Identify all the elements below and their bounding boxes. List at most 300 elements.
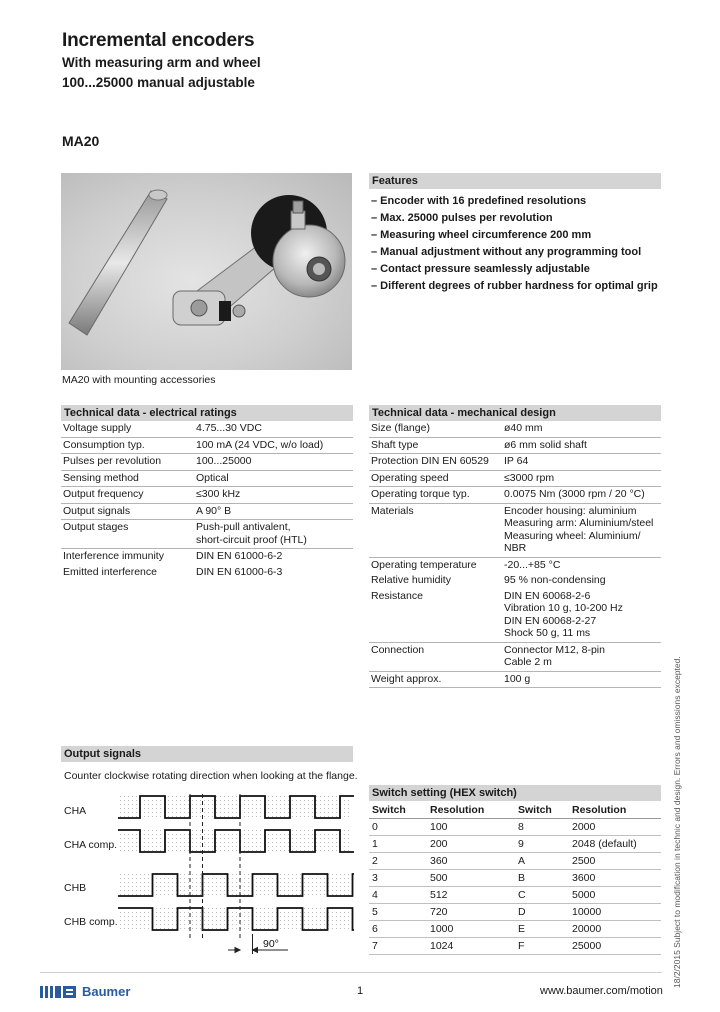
grid-dot: [156, 894, 157, 895]
grid-dot: [160, 812, 161, 813]
grid-dot: [120, 924, 121, 925]
grid-dot: [304, 924, 305, 925]
grid-dot: [228, 846, 229, 847]
grid-dot: [248, 834, 249, 835]
row-value: 0.0075 Nm (3000 rpm / 20 °C): [502, 487, 661, 504]
switch-cell: 2: [369, 853, 427, 870]
grid-dot: [160, 916, 161, 917]
grid-dot: [236, 916, 237, 917]
grid-dot: [348, 878, 349, 879]
grid-dot: [304, 908, 305, 909]
grid-dot: [248, 808, 249, 809]
resolution-cell: 5000: [569, 887, 661, 904]
row-label: Voltage supply: [61, 421, 194, 437]
grid-dot: [284, 846, 285, 847]
grid-dot: [176, 804, 177, 805]
grid-dot: [280, 920, 281, 921]
grid-dot: [160, 808, 161, 809]
col-header-switch: Switch: [515, 801, 569, 819]
grid-dot: [336, 804, 337, 805]
grid-dot: [180, 800, 181, 801]
grid-dot: [268, 800, 269, 801]
channel-label-chb-comp: CHB comp.: [64, 916, 118, 928]
grid-dot: [208, 800, 209, 801]
grid-dot: [324, 800, 325, 801]
grid-dot: [348, 924, 349, 925]
grid-dot: [176, 838, 177, 839]
grid-dot: [124, 912, 125, 913]
grid-dot: [172, 928, 173, 929]
grid-dot: [260, 924, 261, 925]
page-subtitle-2: 100...25000 manual adjustable: [62, 75, 255, 90]
grid-dot: [204, 928, 205, 929]
grid-dot: [292, 834, 293, 835]
grid-dot: [144, 846, 145, 847]
row-value: Optical: [194, 470, 353, 487]
grid-dot: [132, 804, 133, 805]
grid-dot: [244, 894, 245, 895]
grid-dot: [204, 908, 205, 909]
grid-dot: [256, 924, 257, 925]
grid-dot: [124, 850, 125, 851]
grid-dot: [152, 800, 153, 801]
grid-dot: [320, 878, 321, 879]
resolution-cell: 2048 (default): [569, 836, 661, 853]
grid-dot: [140, 878, 141, 879]
grid-dot: [284, 874, 285, 875]
grid-dot: [196, 808, 197, 809]
grid-dot: [244, 886, 245, 887]
grid-dot: [204, 916, 205, 917]
grid-dot: [204, 882, 205, 883]
grid-dot: [192, 850, 193, 851]
grid-dot: [268, 812, 269, 813]
grid-dot: [148, 886, 149, 887]
grid-dot: [120, 838, 121, 839]
grid-dot: [172, 908, 173, 909]
grid-dot: [300, 830, 301, 831]
grid-dot: [148, 816, 149, 817]
grid-dot: [336, 928, 337, 929]
grid-dot: [136, 916, 137, 917]
grid-dot: [280, 878, 281, 879]
grid-dot: [324, 890, 325, 891]
grid-dot: [224, 878, 225, 879]
grid-dot: [232, 924, 233, 925]
grid-dot: [148, 808, 149, 809]
grid-dot: [244, 842, 245, 843]
electrical-table: [61, 421, 353, 580]
grid-dot: [244, 928, 245, 929]
grid-dot: [148, 894, 149, 895]
grid-dot: [188, 882, 189, 883]
grid-dot: [292, 812, 293, 813]
grid-dot: [224, 796, 225, 797]
grid-dot: [280, 838, 281, 839]
grid-dot: [124, 812, 125, 813]
grid-dot: [172, 812, 173, 813]
grid-dot: [128, 804, 129, 805]
grid-dot: [288, 796, 289, 797]
grid-dot: [204, 920, 205, 921]
table-row: [61, 470, 353, 487]
table-row: [369, 642, 661, 671]
grid-dot: [140, 894, 141, 895]
grid-dot: [308, 890, 309, 891]
grid-dot: [260, 916, 261, 917]
grid-dot: [276, 796, 277, 797]
grid-dot: [320, 882, 321, 883]
grid-dot: [184, 800, 185, 801]
grid-dot: [156, 908, 157, 909]
grid-dot: [228, 838, 229, 839]
grid-dot: [168, 924, 169, 925]
grid-dot: [224, 928, 225, 929]
grid-dot: [200, 812, 201, 813]
grid-dot: [140, 916, 141, 917]
grid-dot: [132, 886, 133, 887]
grid-dot: [324, 908, 325, 909]
grid-dot: [184, 842, 185, 843]
table-row: [369, 870, 661, 887]
grid-dot: [344, 882, 345, 883]
grid-dot: [336, 916, 337, 917]
grid-dot: [248, 894, 249, 895]
grid-dot: [212, 850, 213, 851]
grid-dot: [296, 882, 297, 883]
switch-cell: A: [515, 853, 569, 870]
phase-label: 90°: [263, 938, 279, 950]
grid-dot: [260, 886, 261, 887]
grid-dot: [332, 800, 333, 801]
grid-dot: [192, 834, 193, 835]
grid-dot: [232, 894, 233, 895]
grid-dot: [268, 924, 269, 925]
row-value: 4.75...30 VDC: [194, 421, 353, 437]
resolution-cell: 360: [427, 853, 515, 870]
grid-dot: [348, 916, 349, 917]
grid-dot: [176, 846, 177, 847]
grid-dot: [296, 894, 297, 895]
grid-dot: [300, 912, 301, 913]
grid-dot: [316, 846, 317, 847]
grid-dot: [248, 804, 249, 805]
switch-cell: B: [515, 870, 569, 887]
grid-dot: [228, 850, 229, 851]
grid-dot: [260, 846, 261, 847]
grid-dot: [160, 842, 161, 843]
grid-dot: [344, 894, 345, 895]
grid-dot: [328, 834, 329, 835]
grid-dot: [232, 812, 233, 813]
row-value: 100 mA (24 VDC, w/o load): [194, 437, 353, 454]
grid-dot: [228, 804, 229, 805]
grid-dot: [268, 838, 269, 839]
grid-dot: [208, 908, 209, 909]
grid-dot: [196, 894, 197, 895]
grid-dot: [180, 850, 181, 851]
grid-dot: [164, 912, 165, 913]
grid-dot: [144, 816, 145, 817]
table-row: [369, 454, 661, 471]
grid-dot: [144, 834, 145, 835]
grid-dot: [316, 908, 317, 909]
grid-dot: [156, 842, 157, 843]
grid-dot: [308, 846, 309, 847]
grid-dot: [204, 808, 205, 809]
grid-dot: [248, 842, 249, 843]
grid-dot: [328, 850, 329, 851]
grid-dot: [216, 920, 217, 921]
grid-dot: [200, 808, 201, 809]
grid-dot: [256, 838, 257, 839]
grid-dot: [124, 800, 125, 801]
grid-dot: [316, 804, 317, 805]
grid-dot: [316, 912, 317, 913]
grid-dot: [124, 838, 125, 839]
grid-dot: [132, 878, 133, 879]
grid-dot: [204, 816, 205, 817]
grid-dot: [140, 874, 141, 875]
grid-dot: [188, 808, 189, 809]
grid-dot: [120, 886, 121, 887]
grid-dot: [228, 796, 229, 797]
grid-dot: [132, 928, 133, 929]
grid-dot: [168, 908, 169, 909]
product-photo: [61, 173, 352, 370]
grid-dot: [168, 894, 169, 895]
grid-dot: [296, 838, 297, 839]
grid-dot: [260, 800, 261, 801]
grid-dot: [136, 894, 137, 895]
grid-dot: [328, 800, 329, 801]
grid-dot: [152, 808, 153, 809]
grid-dot: [184, 816, 185, 817]
grid-dot: [300, 846, 301, 847]
grid-dot: [220, 886, 221, 887]
grid-dot: [204, 894, 205, 895]
grid-dot: [276, 800, 277, 801]
grid-dot: [252, 846, 253, 847]
grid-dot: [144, 812, 145, 813]
row-value: [502, 642, 661, 671]
grid-dot: [128, 850, 129, 851]
grid-dot: [348, 804, 349, 805]
grid-dot: [324, 846, 325, 847]
grid-dot: [284, 838, 285, 839]
grid-dot: [248, 924, 249, 925]
grid-dot: [320, 838, 321, 839]
footer-url[interactable]: www.baumer.com/motion: [540, 985, 663, 997]
grid-dot: [132, 850, 133, 851]
grid-dot: [332, 846, 333, 847]
grid-dot: [172, 816, 173, 817]
grid-dot: [216, 890, 217, 891]
grid-dot: [260, 894, 261, 895]
phase-dimension: [228, 934, 288, 954]
grid-dot: [272, 928, 273, 929]
grid-dot: [200, 874, 201, 875]
grid-dot: [156, 924, 157, 925]
grid-dot: [316, 834, 317, 835]
grid-dot: [156, 800, 157, 801]
grid-dot: [164, 890, 165, 891]
row-label: Output frequency: [61, 487, 194, 504]
grid-dot: [120, 846, 121, 847]
grid-dot: [172, 894, 173, 895]
grid-dot: [180, 882, 181, 883]
grid-dot: [200, 928, 201, 929]
grid-dot: [332, 834, 333, 835]
grid-dot: [224, 890, 225, 891]
grid-dot: [176, 842, 177, 843]
resolution-cell: 25000: [569, 938, 661, 955]
grid-dot: [184, 928, 185, 929]
grid-dot: [292, 808, 293, 809]
grid-dot: [284, 878, 285, 879]
grid-dot: [164, 878, 165, 879]
grid-dot: [156, 916, 157, 917]
grid-dot: [252, 800, 253, 801]
side-note: 18/2/2015 Subject to modification in technic and design. Errors and omissions excepted.: [672, 656, 682, 988]
value-line: short-circuit proof (HTL): [196, 533, 307, 546]
grid-dot: [256, 878, 257, 879]
grid-dot: [304, 928, 305, 929]
grid-dot: [132, 834, 133, 835]
grid-dot: [332, 878, 333, 879]
grid-dot: [236, 874, 237, 875]
grid-dot: [252, 804, 253, 805]
grid-dot: [300, 842, 301, 843]
grid-dot: [220, 850, 221, 851]
grid-dot: [136, 804, 137, 805]
grid-dot: [232, 912, 233, 913]
grid-dot: [232, 878, 233, 879]
grid-dot: [184, 920, 185, 921]
grid-dot: [296, 830, 297, 831]
resolution-cell: 10000: [569, 904, 661, 921]
row-value: ≤300 kHz: [194, 487, 353, 504]
grid-dot: [236, 838, 237, 839]
grid-dot: [272, 908, 273, 909]
grid-dot: [300, 894, 301, 895]
grid-dot: [340, 886, 341, 887]
grid-dot: [160, 908, 161, 909]
grid-dot: [268, 886, 269, 887]
grid-dot: [164, 920, 165, 921]
grid-dot: [336, 796, 337, 797]
value-line: NBR: [504, 542, 527, 554]
grid-dot: [136, 842, 137, 843]
grid-dot: [204, 850, 205, 851]
grid-dot: [276, 846, 277, 847]
switch-cell: 8: [515, 819, 569, 836]
grid-dot: [284, 808, 285, 809]
grid-dot: [144, 912, 145, 913]
grid-dot: [304, 894, 305, 895]
grid-dot: [312, 890, 313, 891]
grid-dot: [132, 796, 133, 797]
grid-dot: [272, 838, 273, 839]
grid-dot: [212, 838, 213, 839]
grid-dot: [184, 878, 185, 879]
grid-dot: [224, 816, 225, 817]
grid-dot: [312, 800, 313, 801]
grid-dot: [260, 878, 261, 879]
grid-dot: [304, 912, 305, 913]
grid-dot: [132, 838, 133, 839]
grid-dot: [196, 804, 197, 805]
grid-dot: [200, 804, 201, 805]
table-row: [61, 565, 353, 581]
grid-dot: [208, 886, 209, 887]
resolution-cell: 1024: [427, 938, 515, 955]
grid-dot: [316, 882, 317, 883]
grid-dot: [292, 912, 293, 913]
grid-dot: [160, 924, 161, 925]
grid-dot: [212, 908, 213, 909]
row-label: Connection: [369, 642, 502, 671]
grid-dot: [236, 878, 237, 879]
grid-dot: [172, 920, 173, 921]
grid-dot: [148, 812, 149, 813]
grid-dot: [252, 834, 253, 835]
grid-dot: [144, 842, 145, 843]
grid-dot: [256, 890, 257, 891]
grid-dot: [160, 804, 161, 805]
grid-dot: [252, 812, 253, 813]
grid-dot: [132, 912, 133, 913]
grid-dot: [260, 890, 261, 891]
grid-dot: [288, 928, 289, 929]
grid-dot: [268, 882, 269, 883]
grid-dot: [304, 834, 305, 835]
grid-dot: [336, 846, 337, 847]
grid-dot: [208, 808, 209, 809]
grid-dot: [212, 800, 213, 801]
grid-dot: [152, 816, 153, 817]
grid-dot: [220, 812, 221, 813]
grid-dot: [288, 850, 289, 851]
grid-dot: [316, 928, 317, 929]
grid-dot: [244, 890, 245, 891]
grid-dot: [256, 842, 257, 843]
grid-dot: [184, 838, 185, 839]
grid-dot: [240, 890, 241, 891]
col-header-resolution: Resolution: [427, 801, 515, 819]
grid-dot: [196, 920, 197, 921]
grid-dot: [156, 850, 157, 851]
grid-dot: [304, 804, 305, 805]
grid-dot: [144, 838, 145, 839]
grid-dot: [188, 894, 189, 895]
grid-dot: [224, 908, 225, 909]
row-value: 100...25000: [194, 454, 353, 471]
grid-dot: [280, 886, 281, 887]
grid-dot: [188, 842, 189, 843]
grid-dot: [340, 874, 341, 875]
grid-dot: [172, 846, 173, 847]
grid-dot: [344, 920, 345, 921]
grid-dot: [276, 812, 277, 813]
grid-dot: [196, 850, 197, 851]
grid-dot: [208, 894, 209, 895]
grid-dot: [308, 916, 309, 917]
grid-dot: [296, 812, 297, 813]
grid-dot: [260, 842, 261, 843]
grid-dot: [124, 834, 125, 835]
grid-dot: [324, 808, 325, 809]
